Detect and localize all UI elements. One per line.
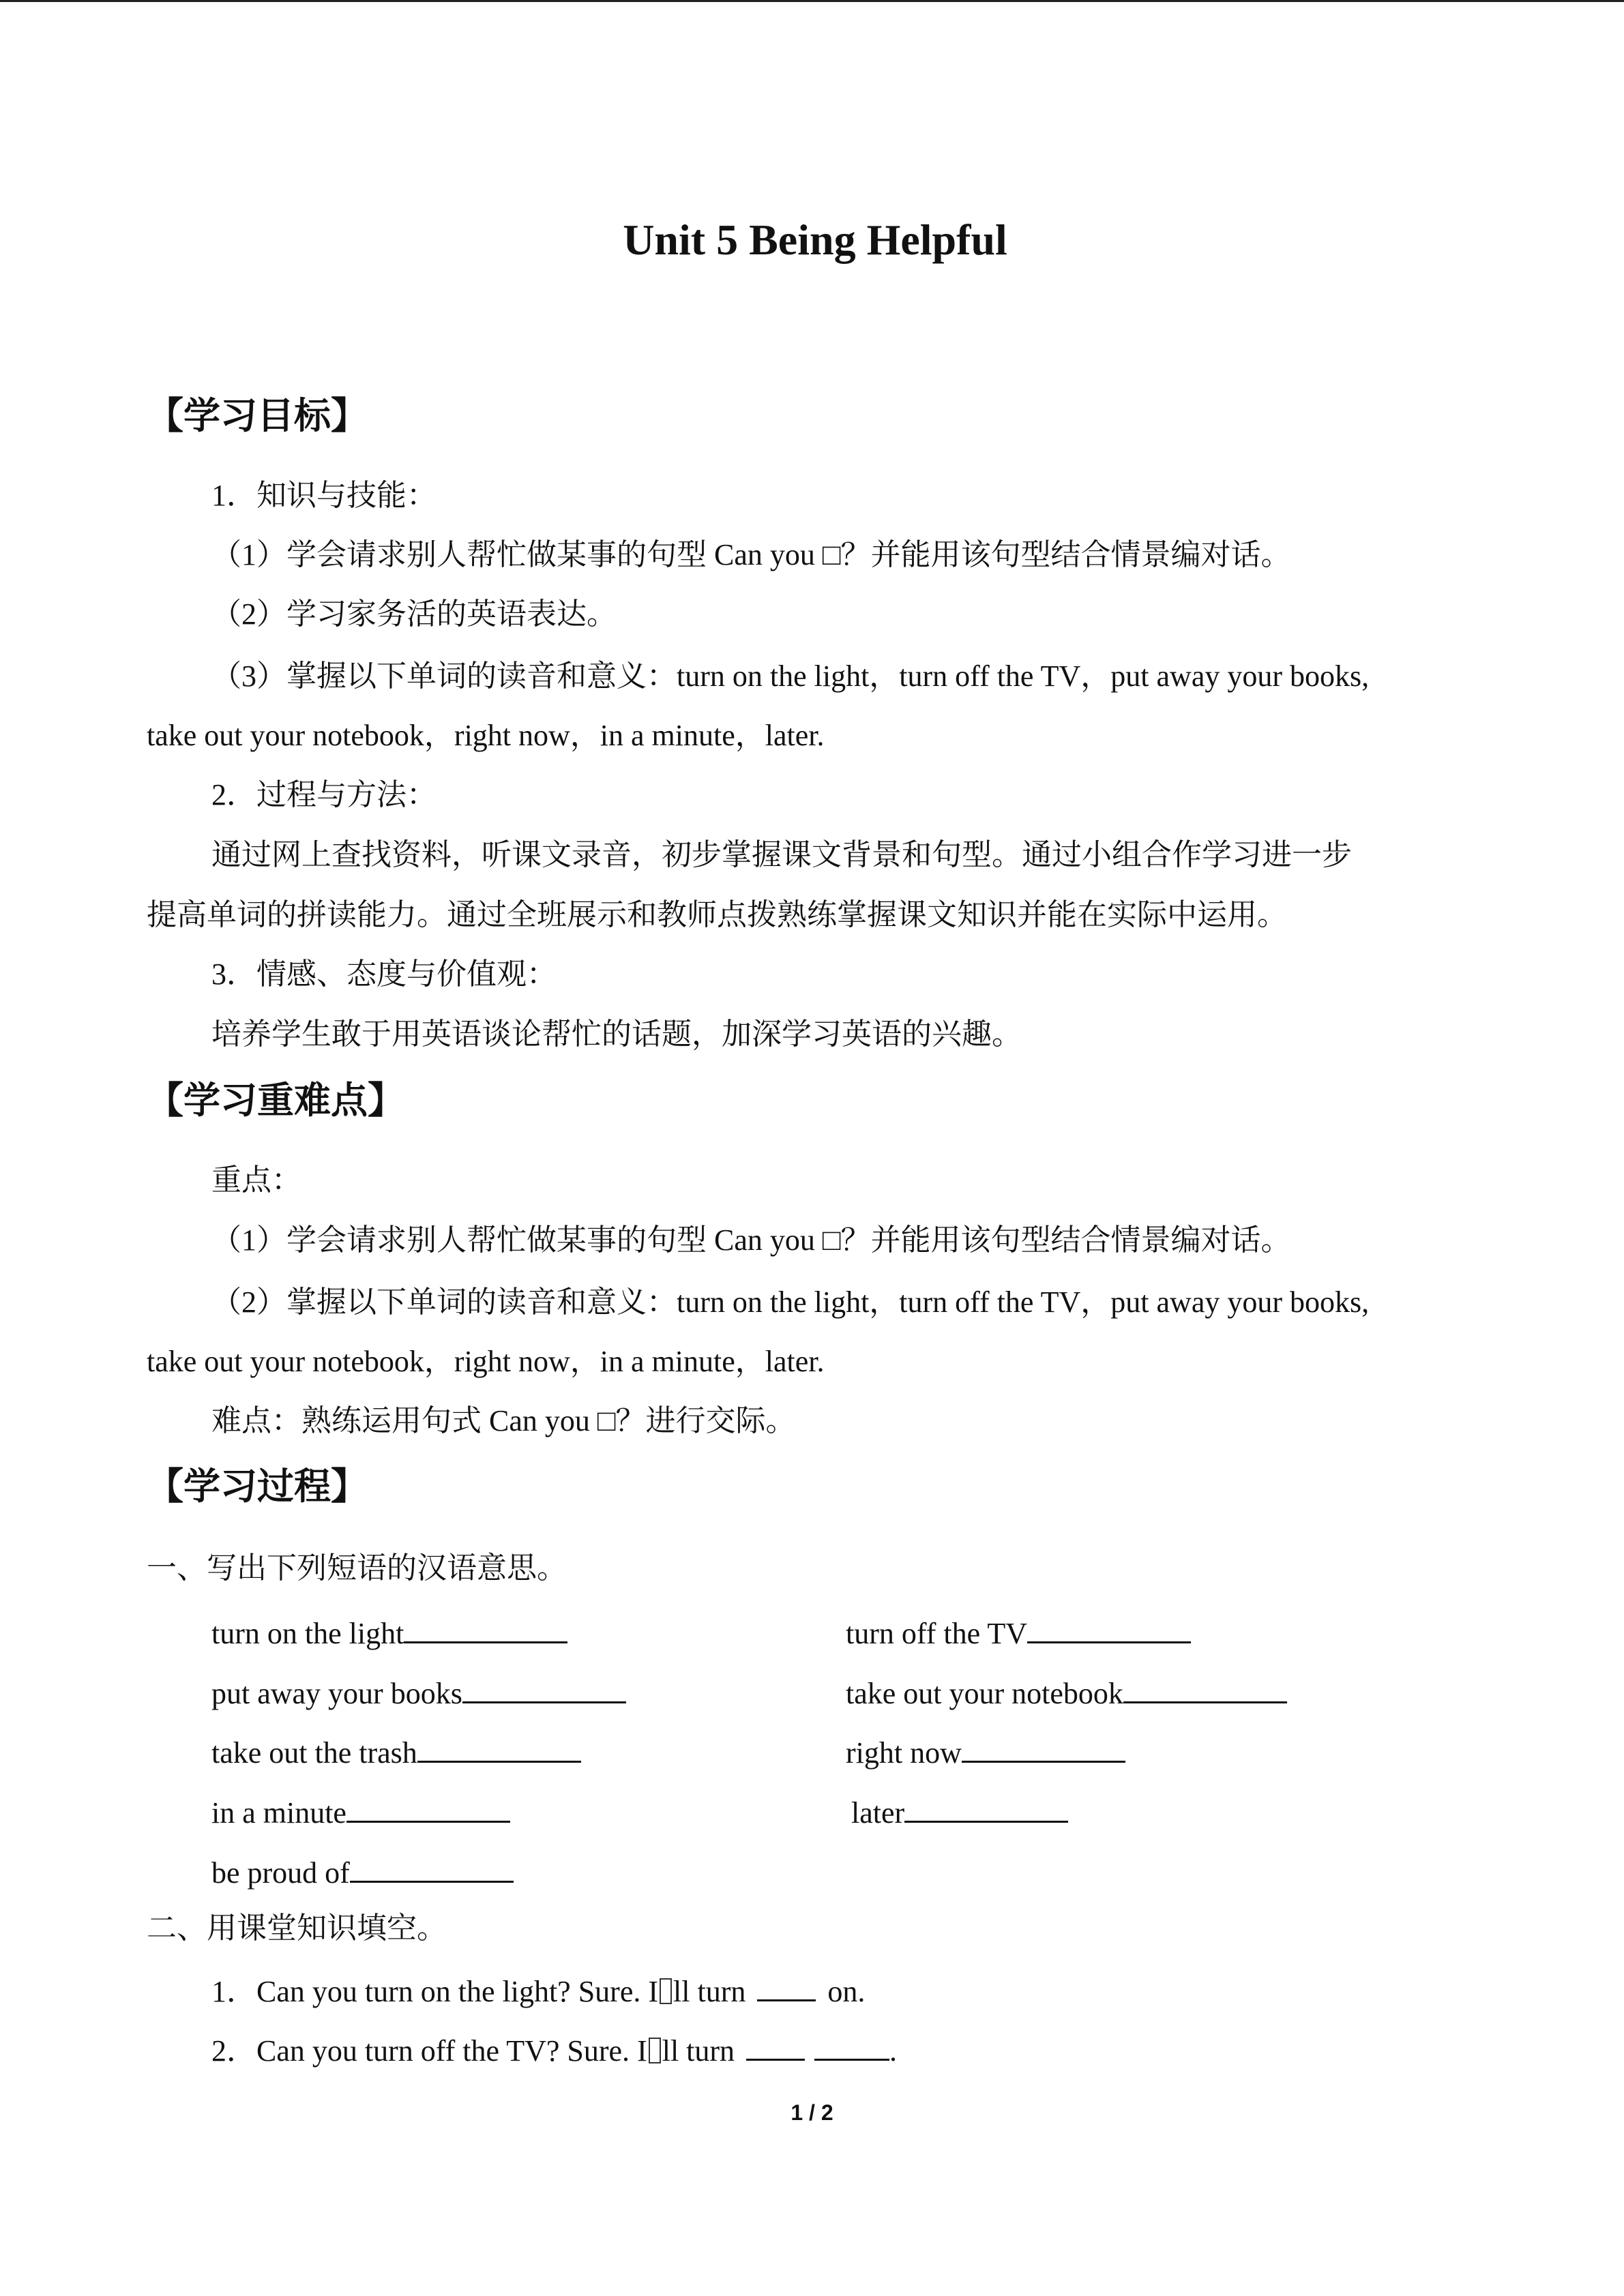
focus-label: 重点： bbox=[211, 1163, 301, 1197]
phrase-item: turn off the TV bbox=[846, 1611, 1191, 1654]
phrase-item: later bbox=[851, 1791, 1068, 1834]
goal-item-3a: （3）掌握以下单词的读音和意义：turn on the light，turn off the TV，put away your books, bbox=[211, 659, 1370, 693]
top-border bbox=[0, 0, 1624, 2]
document-title: Unit 5 Being Helpful bbox=[623, 215, 1007, 264]
answer-blank[interactable] bbox=[904, 1791, 1068, 1823]
answer-blank[interactable] bbox=[1027, 1611, 1191, 1643]
process-text-b: 提高单词的拼读能力。通过全班展示和教师点拨熟练掌握课文知识并能在实际中运用。 bbox=[147, 898, 1287, 931]
phrase-item: in a minute bbox=[211, 1791, 510, 1834]
answer-blank[interactable] bbox=[404, 1611, 567, 1643]
answer-blank[interactable] bbox=[462, 1671, 626, 1703]
answer-blank[interactable] bbox=[746, 2029, 805, 2061]
knowledge-label: 1．知识与技能： bbox=[211, 479, 437, 512]
focus-item-1: （1）学会请求别人帮忙做某事的句型 Can you □？并能用该句型结合情景编对话。 bbox=[211, 1223, 1291, 1257]
section-heading-process: 【学习过程】 bbox=[147, 1465, 368, 1508]
phrase-item: put away your books bbox=[211, 1671, 626, 1714]
difficulty: 难点：熟练运用句式 Can you □？进行交际。 bbox=[211, 1404, 796, 1437]
part2-title: 二、用课堂知识填空。 bbox=[147, 1911, 447, 1945]
phrase-item: take out your notebook bbox=[846, 1671, 1287, 1714]
answer-blank[interactable] bbox=[417, 1731, 581, 1763]
answer-blank[interactable] bbox=[962, 1731, 1125, 1763]
missing-glyph-icon bbox=[660, 1978, 672, 2004]
fill-question-2: 2．Can you turn off the TV? Sure. I ll turn . bbox=[211, 2029, 897, 2072]
answer-blank[interactable] bbox=[1123, 1671, 1287, 1703]
emotion-label: 3．情感、态度与价值观： bbox=[211, 957, 557, 991]
answer-blank[interactable] bbox=[346, 1791, 510, 1823]
process-label: 2．过程与方法： bbox=[211, 778, 437, 811]
section-heading-key-points: 【学习重难点】 bbox=[147, 1079, 404, 1122]
answer-blank[interactable] bbox=[814, 2029, 889, 2061]
emotion-text: 培养学生敢于用英语谈论帮忙的话题，加深学习英语的兴趣。 bbox=[211, 1017, 1022, 1051]
phrase-item: right now bbox=[846, 1731, 1125, 1774]
part1-title: 一、写出下列短语的汉语意思。 bbox=[147, 1551, 567, 1585]
goal-item-1: （1）学会请求别人帮忙做某事的句型 Can you □？并能用该句型结合情景编对话。 bbox=[211, 538, 1291, 571]
goal-item-3b: take out your notebook，right now，in a minute，later. bbox=[147, 719, 825, 752]
section-heading-goals: 【学习目标】 bbox=[147, 394, 368, 437]
answer-blank[interactable] bbox=[757, 1969, 816, 2001]
missing-glyph-icon bbox=[649, 2038, 661, 2063]
focus-item-2a: （2）掌握以下单词的读音和意义：turn on the light，turn off the TV，put away your books, bbox=[211, 1285, 1370, 1319]
fill-question-1: 1．Can you turn on the light? Sure. I ll turn on. bbox=[211, 1969, 865, 2012]
phrase-item: turn on the light bbox=[211, 1611, 567, 1654]
phrase-item: be proud of bbox=[211, 1851, 514, 1894]
goal-item-2: （2）学习家务活的英语表达。 bbox=[211, 597, 617, 631]
process-text-a: 通过网上查找资料，听课文录音，初步掌握课文背景和句型。通过小组合作学习进一步 bbox=[211, 838, 1352, 871]
focus-item-2b: take out your notebook，right now，in a minute，later. bbox=[147, 1345, 825, 1378]
answer-blank[interactable] bbox=[350, 1851, 514, 1883]
page-number: 1 / 2 bbox=[791, 2100, 833, 2125]
phrase-item: take out the trash bbox=[211, 1731, 581, 1774]
